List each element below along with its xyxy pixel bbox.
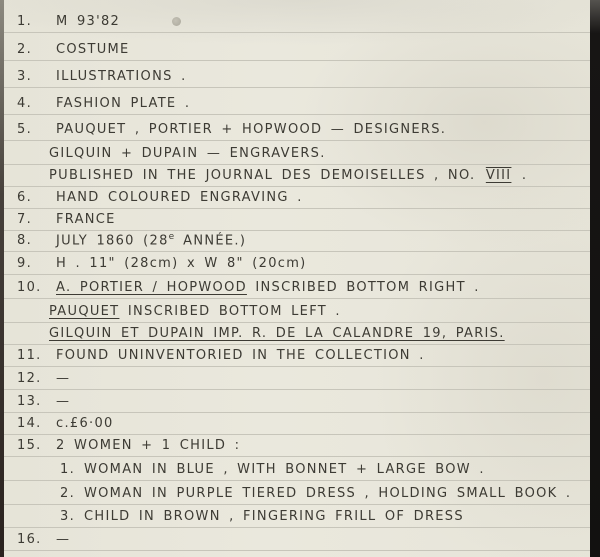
row-text-segment: FASHION PLATE . — [56, 96, 191, 111]
list-row — [4, 434, 590, 457]
row-text-segment-overunder: VIII — [485, 168, 512, 183]
row-text — [49, 303, 341, 320]
notebook-page — [4, 0, 590, 557]
row-number: 16. — [17, 532, 42, 547]
list-row — [4, 164, 590, 187]
row-number: 12. — [17, 371, 42, 386]
row-text-segment-underline: PAUQUET — [49, 304, 120, 319]
row-text-segment: INSCRIBED BOTTOM LEFT . — [119, 304, 341, 319]
list-row — [4, 344, 590, 367]
list-row — [4, 366, 590, 390]
row-number: 5. — [17, 122, 33, 137]
row-text — [56, 41, 130, 58]
handwritten-list — [4, 0, 590, 557]
row-text-segment: CHILD IN BROWN , FINGERING FRILL OF DRESS — [84, 509, 464, 524]
row-text-segment: M 93'82 — [56, 14, 121, 29]
row-text-segment: . — [513, 168, 528, 183]
list-row — [4, 480, 590, 505]
row-text-segment: PUBLISHED IN THE JOURNAL DES DEMOISELLES , NO. — [49, 168, 484, 183]
row-number: 15. — [17, 438, 42, 453]
row-text — [56, 121, 446, 138]
row-text-segment: H . 11" (28cm) x W 8" (20cm) — [56, 256, 307, 271]
list-row — [4, 527, 590, 551]
list-row — [4, 87, 590, 115]
list-row — [4, 114, 590, 141]
list-row — [4, 186, 590, 209]
row-text — [84, 485, 571, 502]
row-number: 2. — [60, 486, 76, 501]
row-text — [56, 211, 116, 228]
row-text — [84, 508, 464, 525]
row-text — [56, 229, 246, 249]
row-number: 1. — [60, 462, 76, 477]
list-row — [4, 32, 590, 61]
row-number: 8. — [17, 233, 33, 248]
row-number: 11. — [17, 348, 42, 363]
row-text — [84, 461, 485, 478]
row-number: 3. — [17, 69, 33, 84]
row-text — [56, 13, 120, 30]
list-row — [4, 389, 590, 413]
list-row — [4, 208, 590, 231]
row-text-segment: FRANCE — [56, 212, 116, 227]
row-text-segment: COSTUME — [56, 42, 130, 57]
row-text-segment: — — [56, 394, 71, 409]
row-text-segment: c.£6·00 — [56, 416, 114, 431]
row-text-segment: FOUND UNINVENTORIED IN THE COLLECTION . — [56, 348, 425, 363]
row-number: 2. — [17, 42, 33, 57]
row-number: 3. — [60, 509, 76, 524]
row-text-segment: — — [56, 371, 71, 386]
row-text-segment: WOMAN IN BLUE , WITH BONNET + LARGE BOW . — [84, 462, 485, 477]
row-number: 7. — [17, 212, 33, 227]
row-text — [56, 347, 425, 364]
row-text-segment: WOMAN IN PURPLE TIERED DRESS , HOLDING SMALL BOOK . — [84, 486, 572, 501]
photo-edge-right — [590, 0, 600, 557]
row-text-segment: ANNÉE.) — [174, 233, 247, 248]
list-row — [4, 456, 590, 481]
row-number: 13. — [17, 394, 42, 409]
list-row — [4, 412, 590, 435]
row-number: 4. — [17, 96, 33, 111]
row-text-segment: HAND COLOURED ENGRAVING . — [56, 190, 303, 205]
list-row — [4, 60, 590, 88]
row-text-segment: — — [56, 532, 71, 547]
list-row — [4, 251, 590, 275]
row-text-segment-sup: e — [168, 231, 175, 242]
list-row — [4, 140, 590, 165]
row-text — [49, 145, 326, 162]
list-row — [4, 504, 590, 528]
row-text — [56, 95, 190, 112]
row-text-segment: GILQUIN + DUPAIN — ENGRAVERS. — [49, 146, 326, 161]
row-text — [56, 393, 70, 410]
row-text — [56, 68, 187, 85]
row-text — [56, 189, 303, 206]
row-text — [56, 255, 307, 272]
row-text-segment: PAUQUET , PORTIER + HOPWOOD — DESIGNERS. — [56, 122, 447, 137]
row-number: 10. — [17, 280, 42, 295]
list-row — [4, 0, 590, 33]
row-text-segment: JULY 1860 (28 — [56, 233, 169, 248]
list-row — [4, 298, 590, 323]
row-text — [56, 437, 240, 454]
row-text-segment: 2 WOMEN + 1 CHILD : — [56, 438, 241, 453]
row-text — [56, 531, 70, 548]
row-number: 6. — [17, 190, 33, 205]
row-number: 1. — [17, 14, 33, 29]
list-row — [4, 274, 590, 299]
row-text — [49, 325, 505, 342]
row-text — [56, 415, 114, 432]
list-row — [4, 230, 590, 252]
row-text — [56, 370, 70, 387]
row-text — [49, 167, 527, 184]
row-text-segment-underline: A. PORTIER / HOPWOOD — [56, 280, 247, 295]
row-text-segment: INSCRIBED BOTTOM RIGHT . — [246, 280, 480, 295]
row-text-segment: ILLUSTRATIONS . — [56, 69, 187, 84]
list-row — [4, 322, 590, 345]
row-text-segment-underline: GILQUIN ET DUPAIN IMP. R. DE LA CALANDRE 19, PARIS. — [49, 326, 505, 341]
row-number: 14. — [17, 416, 42, 431]
row-text — [56, 279, 480, 296]
row-number: 9. — [17, 256, 33, 271]
